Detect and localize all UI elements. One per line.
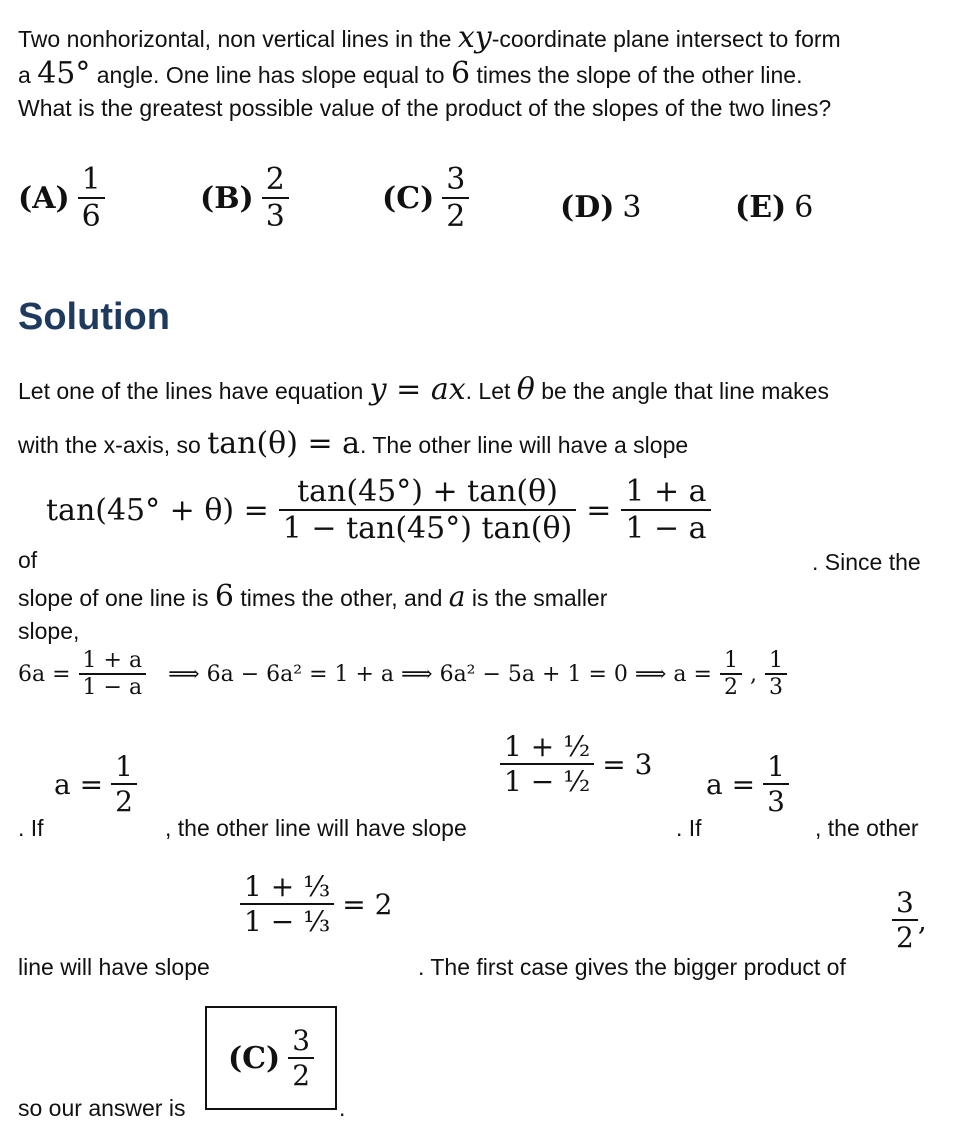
comma: , bbox=[917, 903, 927, 937]
problem-text: times the slope of the other line. bbox=[476, 62, 803, 88]
quadratic-derivation bbox=[18, 648, 787, 700]
problem-line-2 bbox=[18, 56, 803, 91]
frac-num: 1 bbox=[115, 750, 133, 783]
math-theta: θ bbox=[516, 372, 535, 407]
case2-text: , the other bbox=[815, 815, 919, 841]
solution-of: of bbox=[18, 547, 38, 573]
frac-den: 1 − ⅓ bbox=[240, 903, 334, 938]
frac-num: 1 + ½ bbox=[504, 730, 591, 763]
solution-text: Let one of the lines have equation bbox=[18, 378, 364, 404]
tan-sum-formula bbox=[46, 474, 711, 546]
case2-slope-text: line will have slope bbox=[18, 954, 210, 980]
math-six: 6 bbox=[450, 56, 471, 91]
choice-label: (D) bbox=[560, 190, 615, 225]
frac-num: 1 bbox=[723, 648, 738, 673]
choice-fraction bbox=[78, 162, 105, 234]
frac-num: 1 bbox=[768, 648, 783, 673]
case1-slope bbox=[500, 730, 652, 798]
case2-a-value bbox=[706, 750, 789, 818]
case1-frac bbox=[111, 750, 137, 818]
frac-den: 3 bbox=[262, 197, 289, 234]
frac-num: 3 bbox=[446, 162, 466, 197]
case1-if: . If bbox=[18, 815, 44, 841]
final-text: so our answer is bbox=[18, 1095, 186, 1121]
choice-a bbox=[18, 162, 105, 234]
math-xy: xy bbox=[457, 20, 492, 55]
frac-den: 2 bbox=[720, 673, 742, 700]
solution-line-1 bbox=[18, 372, 829, 407]
answer-label: (C) bbox=[227, 1040, 281, 1076]
solution-text: is the smaller bbox=[471, 585, 608, 611]
formula-frac-1 bbox=[279, 474, 576, 546]
answer-box bbox=[205, 1006, 337, 1110]
product-fraction bbox=[892, 886, 927, 954]
solution-text: slope of one line is bbox=[18, 585, 209, 611]
frac-num: tan(45°) + tan(θ) bbox=[297, 474, 558, 509]
final-period: . bbox=[339, 1095, 346, 1121]
deriv-frac bbox=[79, 648, 147, 700]
product-frac bbox=[892, 886, 918, 954]
math-a: a bbox=[448, 580, 466, 613]
choice-label: (B) bbox=[200, 180, 254, 216]
math-angle: 45° bbox=[37, 56, 91, 91]
case2-slope bbox=[240, 870, 392, 938]
choice-value: 6 bbox=[794, 190, 814, 225]
frac-num: 1 + a bbox=[82, 648, 143, 673]
frac-num: 1 + ⅓ bbox=[244, 870, 331, 903]
math-six: 6 bbox=[214, 579, 234, 614]
frac-num: 2 bbox=[265, 162, 285, 197]
case1-result: = 3 bbox=[602, 747, 653, 781]
case2-if: . If bbox=[676, 815, 702, 841]
frac-den: 1 − a bbox=[79, 673, 147, 700]
frac-den: 3 bbox=[763, 783, 789, 818]
formula-frac-2 bbox=[621, 474, 710, 546]
solution-text: with the x-axis, so bbox=[18, 432, 201, 458]
deriv-lhs: 6a = bbox=[18, 661, 71, 687]
frac-den: 2 bbox=[288, 1057, 314, 1092]
choice-fraction bbox=[262, 162, 289, 234]
answer-frac bbox=[288, 1024, 314, 1092]
choice-e bbox=[735, 190, 813, 225]
frac-num: 1 bbox=[767, 750, 785, 783]
choice-label: (A) bbox=[18, 180, 70, 216]
case1-slope-frac bbox=[500, 730, 594, 798]
problem-text: Two nonhorizontal, non vertical lines in the bbox=[18, 26, 452, 52]
solution-text: . Let bbox=[465, 378, 511, 404]
solution-slope-word: slope, bbox=[18, 618, 80, 644]
problem-text: -coordinate plane intersect to form bbox=[491, 26, 841, 52]
choice-value: 3 bbox=[622, 190, 642, 225]
solution-since: . Since the bbox=[812, 549, 921, 575]
frac-num: 3 bbox=[896, 886, 914, 919]
case2-result: = 2 bbox=[342, 887, 393, 921]
math-line-eq: y = ax bbox=[369, 372, 466, 407]
solution-heading: Solution bbox=[18, 296, 170, 338]
problem-text: a bbox=[18, 62, 31, 88]
frac-num: 1 bbox=[81, 162, 101, 197]
choice-d bbox=[560, 190, 642, 225]
frac-den: 1 − a bbox=[621, 509, 710, 546]
math-a-eq: a = bbox=[54, 767, 104, 801]
choice-c bbox=[382, 162, 469, 234]
frac-den: 2 bbox=[442, 197, 469, 234]
problem-line-3: What is the greatest possible value of the product of the slopes of the two lines? bbox=[18, 95, 832, 121]
frac-den: 2 bbox=[892, 919, 918, 954]
problem-line-1 bbox=[18, 20, 841, 55]
problem-text: angle. One line has slope equal to bbox=[96, 62, 445, 88]
choice-b bbox=[200, 162, 289, 234]
deriv-middle: ⟹ 6a − 6a² = 1 + a ⟹ 6a² − 5a + 1 = 0 ⟹ a = bbox=[168, 661, 712, 687]
root-1 bbox=[720, 648, 742, 700]
solution-text: times the other, and bbox=[240, 585, 443, 611]
solution-text: be the angle that line makes bbox=[541, 378, 829, 404]
choice-label: (E) bbox=[735, 190, 787, 225]
math-tan-eq: tan(θ) = a bbox=[207, 426, 361, 461]
formula-lhs: tan(45° + θ) = bbox=[46, 492, 269, 528]
choice-fraction bbox=[442, 162, 469, 234]
case1-a-value bbox=[54, 750, 137, 818]
root-2 bbox=[765, 648, 787, 700]
solution-line-4 bbox=[18, 579, 608, 614]
solution-text: . The other line will have a slope bbox=[360, 432, 689, 458]
formula-eq: = bbox=[586, 492, 612, 528]
choice-label: (C) bbox=[382, 180, 435, 216]
frac-den: 2 bbox=[111, 783, 137, 818]
frac-num: 3 bbox=[292, 1024, 311, 1057]
bigger-product-text: . The first case gives the bigger product of bbox=[418, 954, 846, 980]
frac-den: 1 − tan(45°) tan(θ) bbox=[279, 509, 576, 546]
comma: , bbox=[749, 661, 757, 687]
frac-den: 3 bbox=[765, 673, 787, 700]
frac-num: 1 + a bbox=[625, 474, 707, 509]
solution-line-2 bbox=[18, 426, 689, 461]
frac-den: 1 − ½ bbox=[500, 763, 594, 798]
case2-frac bbox=[763, 750, 789, 818]
frac-den: 6 bbox=[78, 197, 105, 234]
math-a-eq: a = bbox=[706, 767, 756, 801]
case1-text: , the other line will have slope bbox=[165, 815, 467, 841]
case2-slope-frac bbox=[240, 870, 334, 938]
